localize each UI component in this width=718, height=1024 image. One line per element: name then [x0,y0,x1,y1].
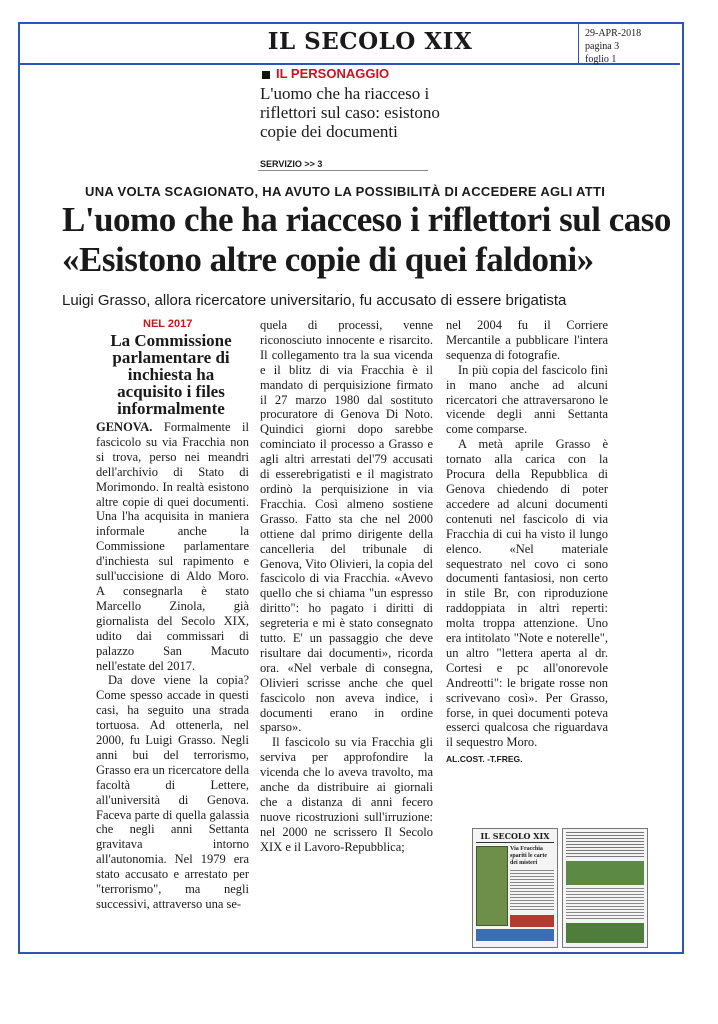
dateline: GENOVA. [96,420,153,434]
subheadline: Luigi Grasso, allora ricercatore universitario, fu accusato di essere brigatista [62,292,567,309]
headline-line-2: «Esistono altre copie di quei faldoni» [62,240,594,279]
teaser-divider [258,170,428,171]
overline: UNA VOLTA SCAGIONATO, HA AVUTO LA POSSIBILITÀ DI ACCEDERE AGLI ATTI [85,184,606,199]
column-3 [446,318,608,767]
teaser-kicker: IL PERSONAGGIO [276,66,390,81]
date: 29-APR-2018 [585,28,642,39]
headline-line-1: L'uomo che ha riacceso i riflettori sul caso [62,200,671,239]
paragraph: quela di processi, venne riconosciuto innocente e risarcito. Il collegamento tra la sua vicenda e il blitz di via Fracchia è il mandato di perquisizione firmato il 27 marzo 1980 dal sostituto procuratore di Genova Di Noto. Quindici giorni dopo sarebbe cominciato il processo a Grasso e agli altri arrestati del'79 accusati di esserebrigatisti e il magistrato ordinò la perquisizione in via Fracchia. Così almeno sostiene Grasso. Fatto sta che nel 2000 ottiene dal primo dirigente della cancelleria del tribunale di Genova, Vito Olivieri, la copia del fascicolo di via Fracchia. «Avevo quello che si chiama "un espresso diritto": ho pagato i diritti di segreteria e mi è stato consegnato tutto. E' un passaggio che deve risultare dai documenti», ricorda ora. «Nel verbale di consegna, Olivieri scrisse anche che quel fascicolo non aveva indice, i documenti erano in ordine sparso». [260,318,433,735]
meta-divider [578,24,579,64]
teaser-title: L'uomo che ha riacceso i riflettori sul caso: esistono copie dei documenti [260,84,440,141]
column-1 [96,420,249,912]
box-tag: NEL 2017 [143,318,193,330]
masthead: IL SECOLO XIX [267,28,473,55]
paragraph: Da dove viene la copia? Come spesso accade in questi casi, ha seguito una strada tortuosa. Ad ottenerla, nel 2000, fu Luigi Grasso. Negli anni bui del terrorismo, Grasso era un ricercatore della facoltà di Lettere, all'università di Genova. Faceva parte di quella galassia che negli anni Settanta gravitava intorno all'autonomia. Nel 1979 era stato accusato e arrestato per "terrorismo", ma negli successivi, attraverso una se- [96,673,249,911]
paragraph: Il fascicolo su via Fracchia gli serviva per approfondire la vicenda che lo aveva travolto, ma anche da distribuire ai giornali che a distanza di anni fecero nuove ricostruzioni sull'irruzione: nel 2000 ne scrissero Il Secolo XIX e il Lavoro-Repubblica; [260,735,433,854]
thumbnail-photo [566,861,644,885]
page-thumbnail-inside [562,828,648,948]
teaser-ref: SERVIZIO >> 3 [260,159,323,169]
sheet-number: foglio 1 [585,54,617,65]
paragraph: In più copia del fascicolo finì in mano anche ad alcuni ricercatori che attraversarono le vicende degli anni Settanta come comparse. [446,362,608,437]
paragraph: A metà aprile Grasso è tornato alla carica con la Procura della Repubblica di Genova chiedendo di poter accedere ad alcuni documenti contenuti nel fascicolo di via Fracchia di cui ha visto il lungo elenco. «Nel materiale sequestrato nel covo ci sono documenti fantasiosi, non certo in stile Br, con riproduzione raddoppiata in altri reperti: molta troppa attenzione. Uno era intitolato "Note e noterelle", un altro "lettera aperta al dr. Cortesi e pc all'onorevole Andreotti": le brigate rosse non scrivevano così». Per Grasso, forse, in quei documenti poteva esserci qualcosa che riguardava il sequestro Moro. [446,437,608,750]
paragraph [96,420,249,673]
thumbnail-text-lines [566,832,644,858]
publication-meta [585,27,641,66]
thumbnail-masthead: IL SECOLO XIX [480,831,550,841]
thumbnail-layout [473,844,557,929]
thumbnail-rule [476,842,554,843]
thumbnail-headline: Via Fracchia spariti le carte dei misteri [510,846,547,866]
thumbnail-text-lines [566,888,644,920]
paragraph: nel 2004 fu il Corriere Mercantile a pubblicare l'intera sequenza di fotografie. [446,318,608,362]
header-divider [20,63,680,65]
paragraph-text: Formalmente il fascicolo su via Fracchia non si trova, perso nei meandri dell'archivio di Stato di Morimondo. In realtà esistono altre copie di quei documenti. Una l'ha acquisita in maniera informale anche la Commissione parlamentare d'inchiesta sul rapimento e sull'uccisione di Aldo Moro. A consegnarla è stato Marcello Zinola, già giornalista del Secolo XIX, udito dai commissari di palazzo San Macuto nell'estate del 2017. [96,420,249,673]
page-number: pagina 3 [585,41,620,52]
thumbnail-text-block [510,846,554,927]
thumbnail-banner [476,929,554,941]
byline: AL.COST. -T.FREG. [446,754,523,765]
teaser-bullet-icon [262,71,270,79]
headline [62,200,671,280]
thumbnail-photo [476,846,508,926]
page-thumbnail-front [472,828,558,948]
thumbnail-ad [510,915,554,927]
column-2 [260,318,433,855]
box-title: La Commissione parlamentare di inchiesta ha acquisito i files informalmente [110,331,232,418]
thumbnail-text-lines [510,870,554,912]
thumbnail-photo [566,923,644,943]
